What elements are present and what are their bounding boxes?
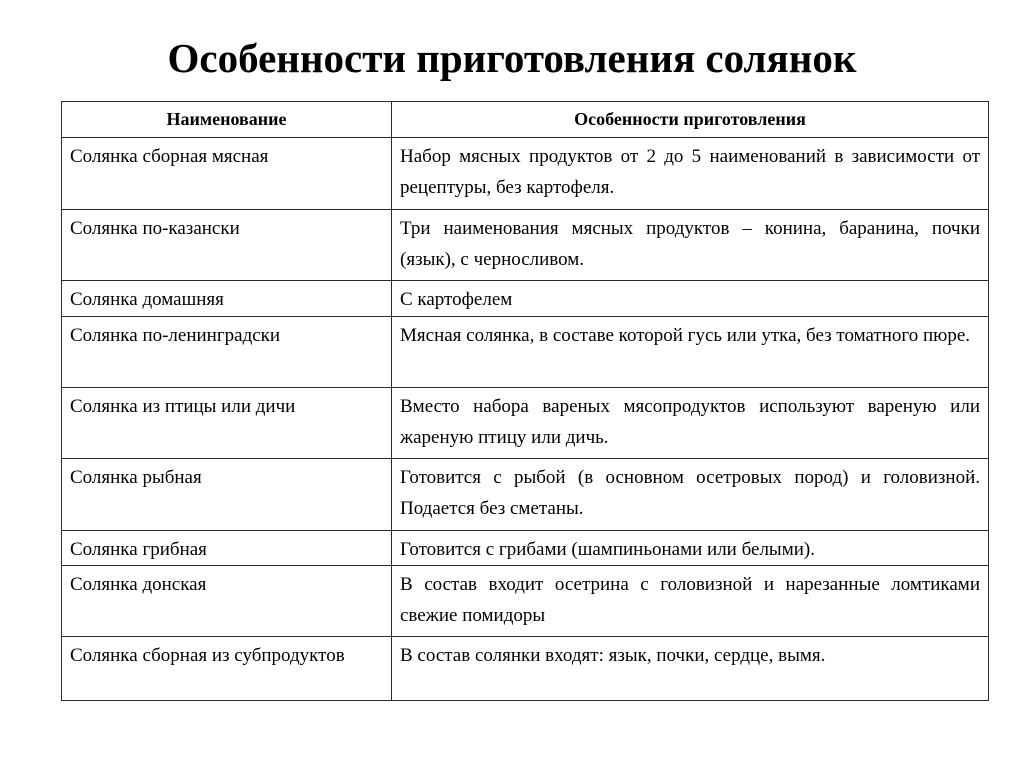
table-row — [62, 637, 989, 701]
cell-description: Мясная солянка, в составе которой гусь или утка, без томатного пюре. — [392, 317, 989, 388]
cell-description: Вместо набора вареных мясопродуктов используют вареную или жареную птицу или дичь. — [392, 388, 989, 459]
cell-description: Три наименования мясных продуктов – конина, баранина, почки (язык), с черносливом. — [392, 210, 989, 281]
column-header-features: Особенности приготовления — [392, 102, 989, 138]
cell-name: Солянка домашняя — [62, 281, 392, 317]
page-title: Особенности приготовления солянок — [167, 35, 857, 81]
cell-description: Готовится с грибами (шампиньонами или белыми). — [392, 531, 989, 566]
cell-name: Солянка сборная мясная — [62, 138, 392, 210]
table-row — [62, 566, 989, 637]
table-row — [62, 531, 989, 566]
table-row — [62, 459, 989, 531]
cell-description: В состав солянки входят: язык, почки, сердце, вымя. — [392, 637, 989, 701]
cell-name: Солянка из птицы или дичи — [62, 388, 392, 459]
cell-name: Солянка грибная — [62, 531, 392, 566]
cell-name: Солянка по-казански — [62, 210, 392, 281]
column-header-name: Наименование — [62, 102, 392, 138]
solyanka-table — [61, 101, 989, 701]
cell-name: Солянка рыбная — [62, 459, 392, 531]
table-row — [62, 138, 989, 210]
table-row — [62, 281, 989, 317]
cell-description: Набор мясных продуктов от 2 до 5 наименований в зависимости от рецептуры, без картофеля. — [392, 138, 989, 210]
table-row — [62, 317, 989, 388]
cell-description: С картофелем — [392, 281, 989, 317]
cell-name: Солянка сборная из субпродуктов — [62, 637, 392, 701]
cell-description: Готовится с рыбой (в основном осетровых пород) и головизной. Подается без сметаны. — [392, 459, 989, 531]
cell-description: В состав входит осетрина с головизной и нарезанные ломтиками свежие помидоры — [392, 566, 989, 637]
table-row — [62, 388, 989, 459]
table-header-row — [62, 102, 989, 138]
cell-name: Солянка по-ленинградски — [62, 317, 392, 388]
cell-name: Солянка донская — [62, 566, 392, 637]
table-row — [62, 210, 989, 281]
